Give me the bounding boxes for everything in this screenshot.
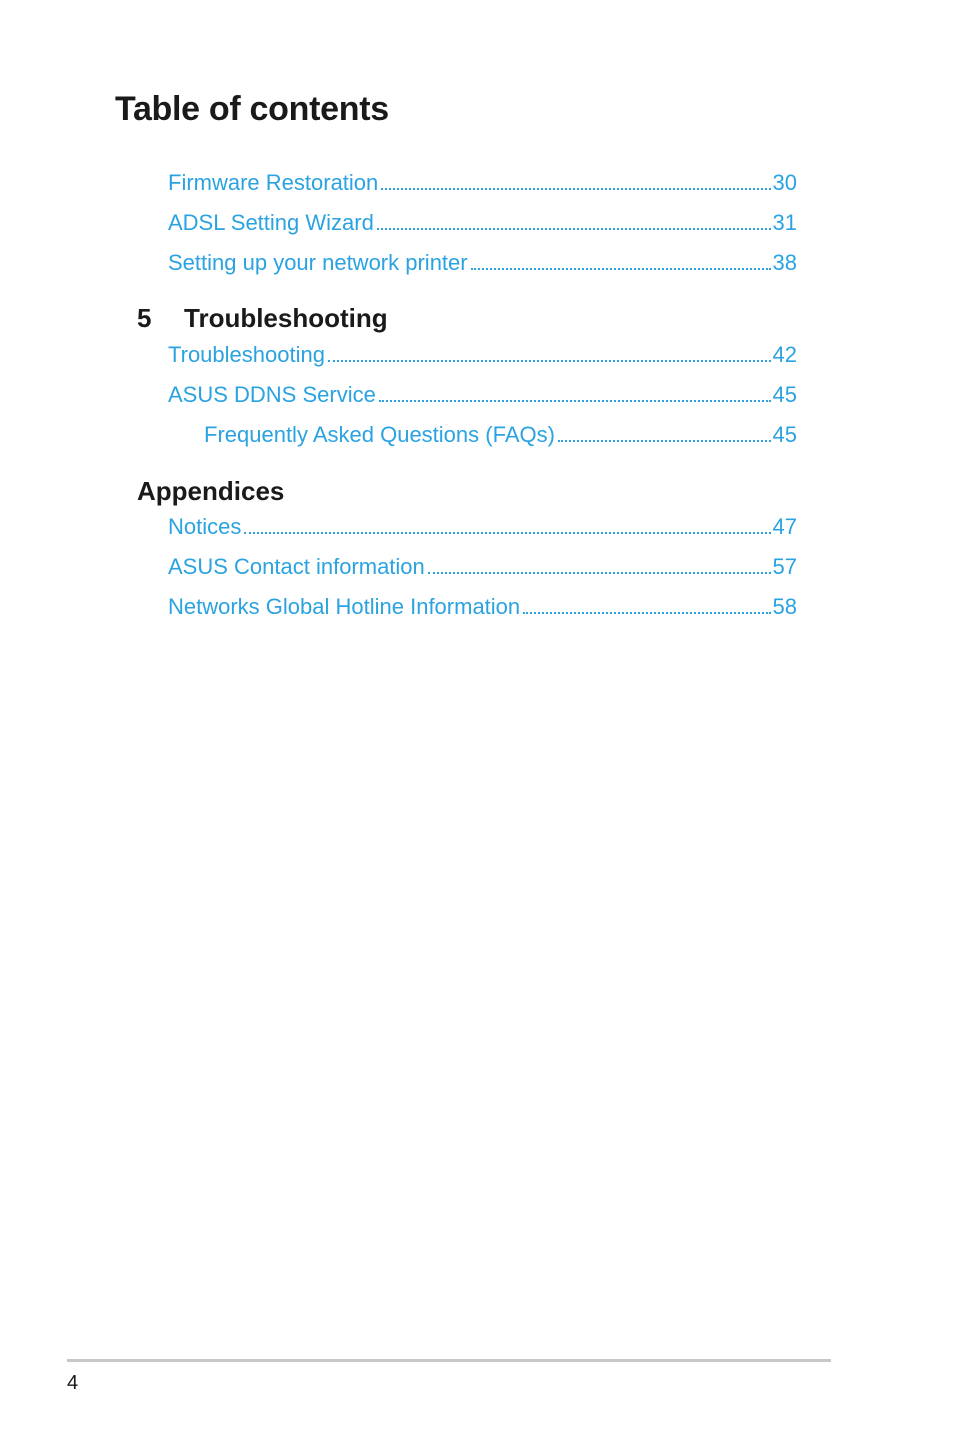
section-heading-troubleshooting [137,303,388,334]
toc-entry-notices[interactable] [168,510,797,540]
section-title: Appendices [137,476,285,506]
section-heading-appendices [137,476,284,507]
dot-leader [471,268,771,270]
toc-entry-label: Networks Global Hotline Information [168,594,521,619]
dot-leader [381,188,770,190]
toc-entry-troubleshooting[interactable] [168,338,797,368]
toc-entry-label: Troubleshooting [168,342,325,367]
toc-entry-page: 30 [772,170,797,195]
section-number: 5 [137,303,152,333]
toc-entry-page: 38 [772,250,797,275]
toc-entry-label: Notices [168,514,242,539]
toc-entry-label: Setting up your network printer [168,250,468,275]
footer-divider [67,1359,831,1362]
toc-entry-page: 45 [772,382,797,407]
dot-leader [328,360,771,362]
toc-entry-firmware-restoration[interactable] [168,166,797,196]
toc-entry-page: 45 [772,422,797,447]
toc-entry-hotline[interactable] [168,590,797,620]
page-title: Table of contents [115,90,389,128]
dot-leader [558,440,771,442]
toc-entry-label: Firmware Restoration [168,170,379,195]
dot-leader [379,400,771,402]
toc-entry-label: Frequently Asked Questions (FAQs) [204,422,555,447]
toc-entry-asus-contact[interactable] [168,550,797,580]
dot-leader [377,228,771,230]
dot-leader [428,572,771,574]
toc-entry-network-printer[interactable] [168,246,797,276]
toc-entry-page: 31 [772,210,797,235]
footer-page-number: 4 [67,1372,79,1394]
toc-entry-label: ASUS DDNS Service [168,382,376,407]
toc-entry-adsl-setting-wizard[interactable] [168,206,797,236]
toc-entry-label: ASUS Contact information [168,554,425,579]
toc-entry-faqs[interactable] [204,418,797,448]
toc-entry-label: ADSL Setting Wizard [168,210,374,235]
toc-entry-page: 57 [772,554,797,579]
section-title: Troubleshooting [184,303,388,333]
toc-entry-asus-ddns-service[interactable] [168,378,797,408]
toc-entry-page: 47 [772,514,797,539]
toc-entry-page: 58 [772,594,797,619]
dot-leader [244,532,770,534]
toc-entry-page: 42 [772,342,797,367]
dot-leader [523,612,770,614]
